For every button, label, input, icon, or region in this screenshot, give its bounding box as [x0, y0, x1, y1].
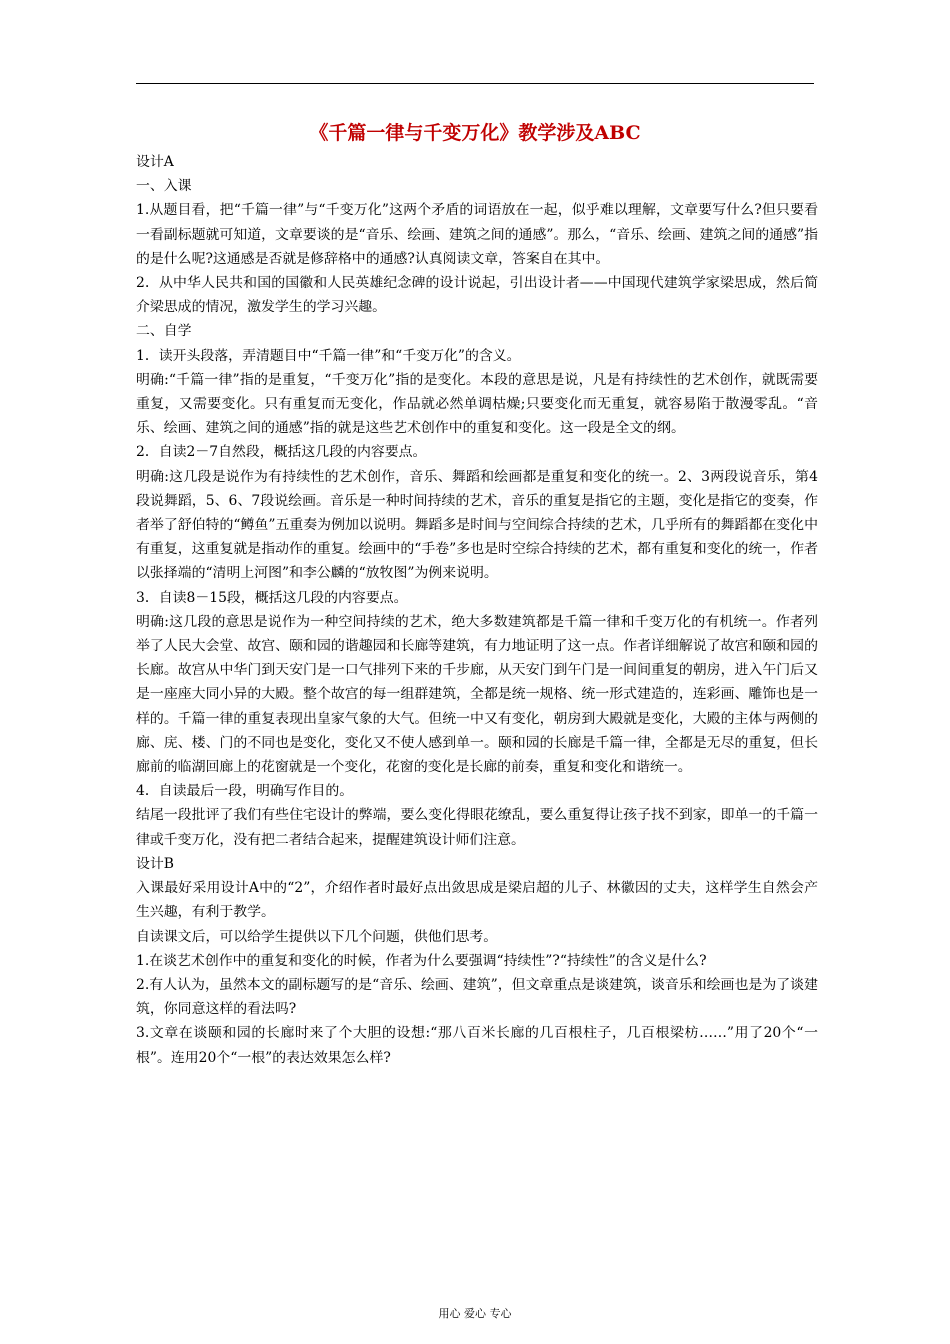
subsection-heading: 一、入课 — [136, 178, 192, 195]
section-heading: 设计B — [136, 855, 174, 872]
section-heading: 设计A — [136, 154, 174, 170]
paragraph: 入课最好采用设计A中的“2”，介绍作者时最好点出敛思成是梁启超的儿子、林徽因的丈夫，这样学生自然会产生兴趣，有利于教学。 — [136, 880, 818, 921]
paragraph: 明确:“千篇一律”指的是重复，“千变万化”指的是变化。本段的意思是说，凡是有持续性的艺术创作，就既需要重复，又需要变化。只有重复而无变化，作品就必然单调枯燥;只要变化而无重复，就容易陷于散漫零乱。“音乐、绘画、建筑之间的通感”指的就是这些艺术创作中的重复和变化。这一段是全文的纲。 — [136, 371, 818, 437]
paragraph: 2．自读2－7自然段，概括这几段的内容要点。 — [136, 444, 427, 461]
paragraph: 2.有人认为，虽然本文的副标题写的是“音乐、绘画、建筑”，但文章重点是谈建筑，谈音乐和绘画也是为了谈建筑，你同意这样的看法吗? — [136, 976, 818, 1018]
header-rule — [136, 83, 814, 84]
document-body — [136, 150, 818, 1070]
paragraph: 3．自读8－15段，概括这几段的内容要点。 — [136, 589, 408, 606]
paragraph: 1.从题目看，把“千篇一律”与“千变万化”这两个矛盾的词语放在一起，似乎难以理解，文章要写什么?但只要看一看副标题就可知道，文章要谈的是“音乐、绘画、建筑之间的通感”。那么，“音乐、绘画、建筑之间的通感”指的是什么呢?这通感是否就是修辞格中的通感?认真阅读文章，答案自在其中。 — [136, 202, 818, 267]
paragraph: 结尾一段批评了我们有些住宅设计的弊端，要么变化得眼花缭乱，要么重复得让孩子找不到家，即单一的千篇一律或千变万化，没有把二者结合起来，提醒建筑设计师们注意。 — [136, 807, 818, 848]
paragraph: 自读课文后，可以给学生提供以下几个问题，供他们思考。 — [136, 928, 498, 945]
paragraph: 3.文章在谈颐和园的长廊时来了个大胆的设想:“那八百米长廊的几百根柱子，几百根梁枋……”用了20个“一根”。连用20个“一根”的表达效果怎么样? — [136, 1025, 818, 1066]
paragraph: 明确:这几段的意思是说作为一种空间持续的艺术，绝大多数建筑都是千篇一律和千变万化的有机统一。作者列举了人民大会堂、故宫、颐和园的谐趣园和长廊等建筑，有力地证明了这一点。作者详细解说了故宫和颐和园的长廊。故宫从中华门到天安门是一口气排列下来的千步廊，从天安门到午门是一间间重复的朝房，进入午门后又是一座座大同小异的大殿。整个故宫的每一组群建筑，全都是统一规格、统一形式建造的，连彩画、雕饰也是一样的。千篇一律的重复表现出皇家气象的大气。但统一中又有变化，朝房到大殿就是变化，大殿的主体与两侧的廊、庑、楼、门的不同也是变化，变化又不使人感到单一。颐和园的长廊是千篇一律，全都是无尽的重复，但长廊前的临湖回廊上的花窗就是一个变化，花窗的变化是长廊的前奏，重复和变化和谐统一。 — [136, 613, 818, 776]
paragraph: 1.在谈艺术创作中的重复和变化的时候，作者为什么要强调“持续性”?“持续性”的含义是什么? — [136, 952, 707, 969]
document-title: 《千篇一律与千变万化》教学涉及ABC — [309, 122, 641, 144]
paragraph: 2．从中华人民共和国的国徽和人民英雄纪念碑的设计说起，引出设计者——中国现代建筑学家梁思成，然后简介梁思成的情况，激发学生的学习兴趣。 — [136, 275, 818, 316]
paragraph: 4．自读最后一段，明确写作目的。 — [136, 783, 354, 800]
paragraph: 明确:这几段是说作为有持续性的艺术创作，音乐、舞蹈和绘画都是重复和变化的统一。2、3两段说音乐，第4段说舞蹈，5、6、7段说绘画。音乐是一种时间持续的艺术，音乐的重复是指它的主题，变化是指它的变奏，作者举了舒伯特的“鳟鱼”五重奏为例加以说明。舞蹈多是时间与空间综合持续的艺术，几乎所有的舞蹈都在变化中有重复，这重复就是指动作的重复。绘画中的“手卷”多也是时空综合持续的艺术，都有重复和变化的统一，作者以张择端的“清明上河图”和李公麟的“放牧图”为例来说明。 — [136, 468, 818, 582]
page-footer: 用心 爱心 专心 — [438, 1307, 512, 1320]
paragraph: 1．读开头段落，弄清题目中“千篇一律”和“千变万化”的含义。 — [136, 347, 521, 364]
subsection-heading: 二、自学 — [136, 323, 192, 340]
